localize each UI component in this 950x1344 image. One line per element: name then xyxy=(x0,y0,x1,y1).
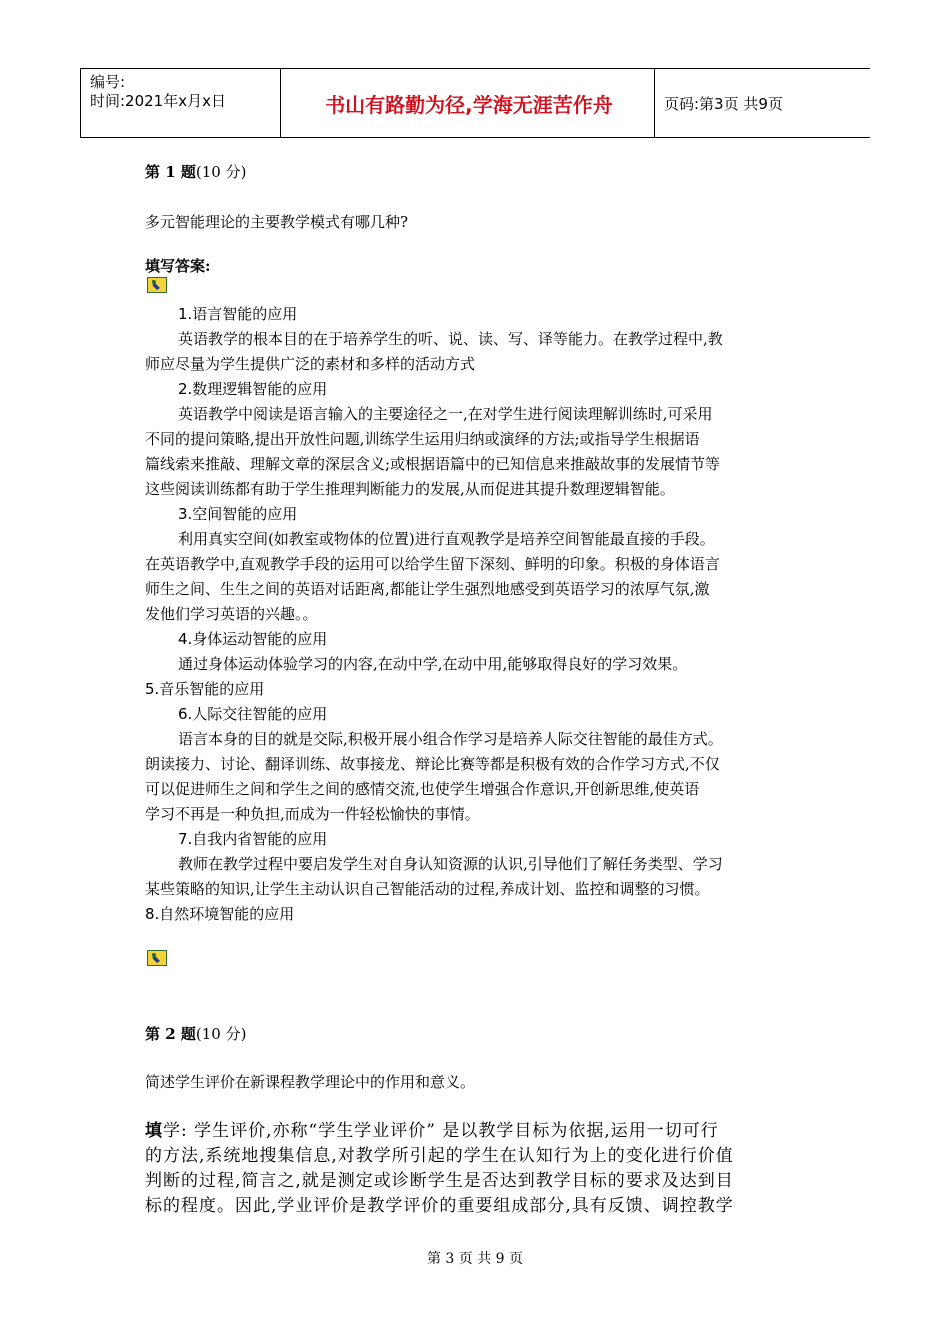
paragraph-line: 师应尽量为学生提供广泛的素材和多样的活动方式 xyxy=(145,355,476,373)
q2-score: (10 分) xyxy=(195,1025,247,1043)
q1-answer-label: 填写答案: xyxy=(145,257,211,275)
list-item: 8.自然环境智能的应用 xyxy=(145,905,295,923)
paragraph-line: 师生之间、生生之间的英语对话距离,都能让学生强烈地感受到英语学习的浓厚气氛,激 xyxy=(145,580,710,598)
q1-title: 第 1 题 xyxy=(145,163,196,181)
q2-answer-line: 判断的过程,简言之,就是测定或诊断学生是否达到教学目标的要求及达到目 xyxy=(145,1171,734,1191)
paragraph-line: 语言本身的目的就是交际,积极开展小组合作学习是培养人际交往智能的最佳方式。 xyxy=(178,730,723,748)
page-footer: 第 3 页 共 9 页 xyxy=(426,1251,524,1267)
q2-answer-line: 的方法,系统地搜集信息,对教学所引起的学生在认知行为上的变化进行价值 xyxy=(145,1146,734,1166)
list-item: 3.空间智能的应用 xyxy=(178,505,298,523)
page-label: 页码:第3页 共9页 xyxy=(664,94,783,113)
q2-title: 第 2 题 xyxy=(145,1025,196,1043)
paragraph-line: 篇线索来推敲、理解文章的深层含义;或根据语篇中的已知信息来推敲故事的发展情节等 xyxy=(145,455,721,473)
q1-score: (10 分) xyxy=(195,163,247,181)
list-item: 1.语言智能的应用 xyxy=(178,305,298,323)
list-item: 2.数理逻辑智能的应用 xyxy=(178,380,328,398)
paragraph-line: 这些阅读训练都有助于学生推理判断能力的发展,从而促进其提升数理逻辑智能。 xyxy=(145,480,675,498)
q2-answer-line: 标的程度。因此,学业评价是教学评价的重要组成部分,具有反馈、调控教学 xyxy=(145,1196,734,1216)
divider xyxy=(654,69,655,137)
paragraph-line: 不同的提问策略,提出开放性问题,训练学生运用归纳或演绎的方法;或指导学生根据语 xyxy=(145,430,700,448)
paragraph-line: 英语教学中阅读是语言输入的主要途径之一,在对学生进行阅读理解训练时,可采用 xyxy=(178,405,713,423)
motto: 书山有路勤为径,学海无涯苦作舟 xyxy=(325,92,613,117)
list-item: 6.人际交往智能的应用 xyxy=(178,705,328,723)
paragraph-line: 可以促进师生之间和学生之间的感情交流,也使学生增强合作意识,开创新思维,使英语 xyxy=(145,780,700,798)
q2-question: 简述学生评价在新课程教学理论中的作用和意义。 xyxy=(145,1073,476,1091)
paragraph-line: 学习不再是一种负担,而成为一件轻松愉快的事情。 xyxy=(145,805,480,823)
q2-answer-line xyxy=(145,1119,719,1144)
pencil-icon[interactable] xyxy=(147,277,167,293)
header-info xyxy=(90,73,226,111)
paragraph-line: 发他们学习英语的兴趣。。 xyxy=(145,605,318,623)
paragraph-line: 朗读接力、讨论、翻译训练、故事接龙、辩论比赛等都是积极有效的合作学习方式,不仅 xyxy=(145,755,720,773)
page-header xyxy=(80,68,870,138)
paragraph-line: 利用真实空间(如教室或物体的位置)进行直观教学是培养空间智能最直接的手段。 xyxy=(178,530,715,548)
q2-answer-text: 学: 学生评价,亦称“学生学业评价” 是以教学目标为依据,运用一切可行 xyxy=(163,1121,719,1141)
paragraph-line: 通过身体运动体验学习的内容,在动中学,在动中用,能够取得良好的学习效果。 xyxy=(178,655,688,673)
list-item: 5.音乐智能的应用 xyxy=(145,680,265,698)
divider xyxy=(80,69,81,137)
list-item: 4.身体运动智能的应用 xyxy=(178,630,328,648)
paragraph-line: 在英语教学中,直观教学手段的运用可以给学生留下深刻、鲜明的印象。积极的身体语言 xyxy=(145,555,720,573)
q1-question: 多元智能理论的主要教学模式有哪几种? xyxy=(145,213,409,231)
q1-heading xyxy=(145,160,246,185)
q2-heading xyxy=(145,1022,246,1047)
date-label: 时间:2021年x月x日 xyxy=(90,92,226,110)
list-item: 7.自我内省智能的应用 xyxy=(178,830,328,848)
q2-answer-prefix: 填 xyxy=(145,1121,163,1141)
paragraph-line: 教师在教学过程中要启发学生对自身认知资源的认识,引导他们了解任务类型、学习 xyxy=(178,855,723,873)
paragraph-line: 英语教学的根本目的在于培养学生的听、说、读、写、译等能力。在教学过程中,教 xyxy=(178,330,723,348)
number-label: 编号: xyxy=(90,73,126,91)
pencil-icon[interactable] xyxy=(147,950,167,966)
paragraph-line: 某些策略的知识,让学生主动认识自己智能活动的过程,养成计划、监控和调整的习惯。 xyxy=(145,880,710,898)
divider xyxy=(280,69,281,137)
